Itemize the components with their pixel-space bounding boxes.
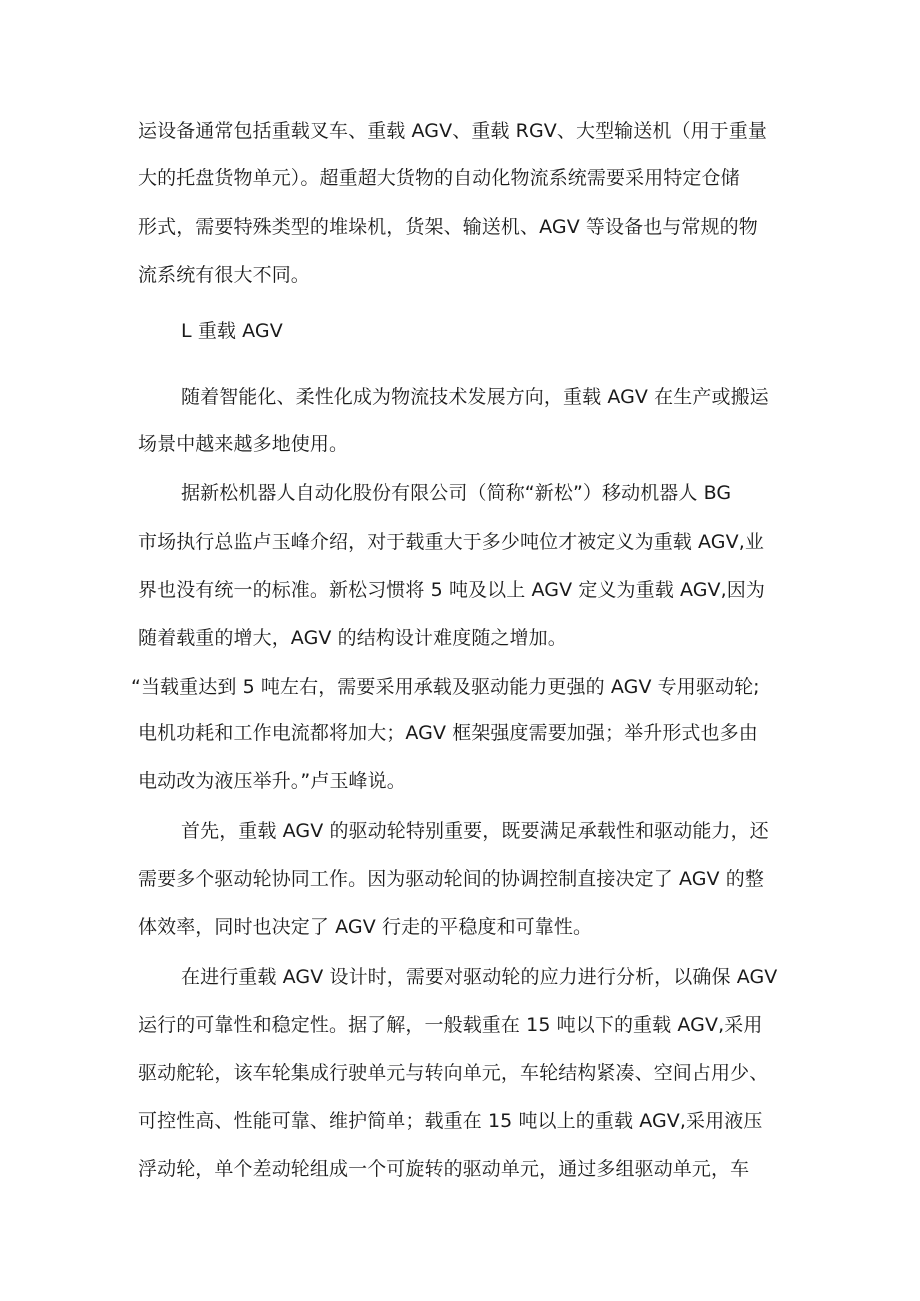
text-line: 电机功耗和工作电流都将加大；AGV 框架强度需要加强；举升形式也多由 — [138, 722, 758, 744]
text-line: 运行的可靠性和稳定性。据了解，一般载重在 15 吨以下的重载 AGV,采用 — [138, 1014, 763, 1036]
section-heading: L 重载 AGV — [181, 320, 283, 342]
text-line: 随着智能化、柔性化成为物流技术发展方向，重载 AGV 在生产或搬运 — [181, 386, 769, 408]
text-line: 界也没有统一的标准。新松习惯将 5 吨及以上 AGV 定义为重载 AGV,因为 — [138, 579, 765, 601]
text-line: 在进行重载 AGV 设计时，需要对驱动轮的应力进行分析，以确保 AGV — [181, 966, 778, 988]
text-line: 场景中越来越多地使用。 — [138, 433, 349, 455]
text-line: 随着载重的增大，AGV 的结构设计难度随之增加。 — [138, 627, 567, 649]
text-line: 可控性高、性能可靠、维护简单；载重在 15 吨以上的重载 AGV,采用液压 — [138, 1110, 763, 1132]
text-line: 驱动舵轮，该车轮集成行驶单元与转向单元，车轮结构紧凑、空间占用少、 — [138, 1062, 769, 1084]
quote-line: “当载重达到 5 吨左右，需要采用承载及驱动能力更强的 AGV 专用驱动轮; — [131, 676, 760, 698]
text-line: 浮动轮，单个差动轮组成一个可旋转的驱动单元，通过多组驱动单元，车 — [138, 1158, 750, 1180]
text-line: 电动改为液压举升。”卢玉峰说。 — [138, 770, 406, 792]
text-line: 市场执行总监卢玉峰介绍，对于载重大于多少吨位才被定义为重载 AGV,业 — [138, 531, 764, 553]
text-line: 需要多个驱动轮协同工作。因为驱动轮间的协调控制直接决定了 AGV 的整 — [138, 868, 764, 890]
text-line: 运设备通常包括重载叉车、重载 AGV、重载 RGV、大型输送机（用于重量 — [138, 120, 767, 142]
text-line: 首先，重载 AGV 的驱动轮特别重要，既要满足承载性和驱动能力，还 — [181, 820, 769, 842]
text-line: 流系统有很大不同。 — [138, 264, 310, 286]
text-line: 大的托盘货物单元）。超重超大货物的自动化物流系统需要采用特定仓储 — [138, 167, 740, 189]
text-line: 形式，需要特殊类型的堆垛机，货架、输送机、AGV 等设备也与常规的物 — [138, 216, 758, 238]
text-line: 据新松机器人自动化股份有限公司（简称“新松”）移动机器人 BG — [181, 482, 732, 504]
text-line: 体效率，同时也决定了 AGV 行走的平稳度和可靠性。 — [138, 916, 593, 938]
